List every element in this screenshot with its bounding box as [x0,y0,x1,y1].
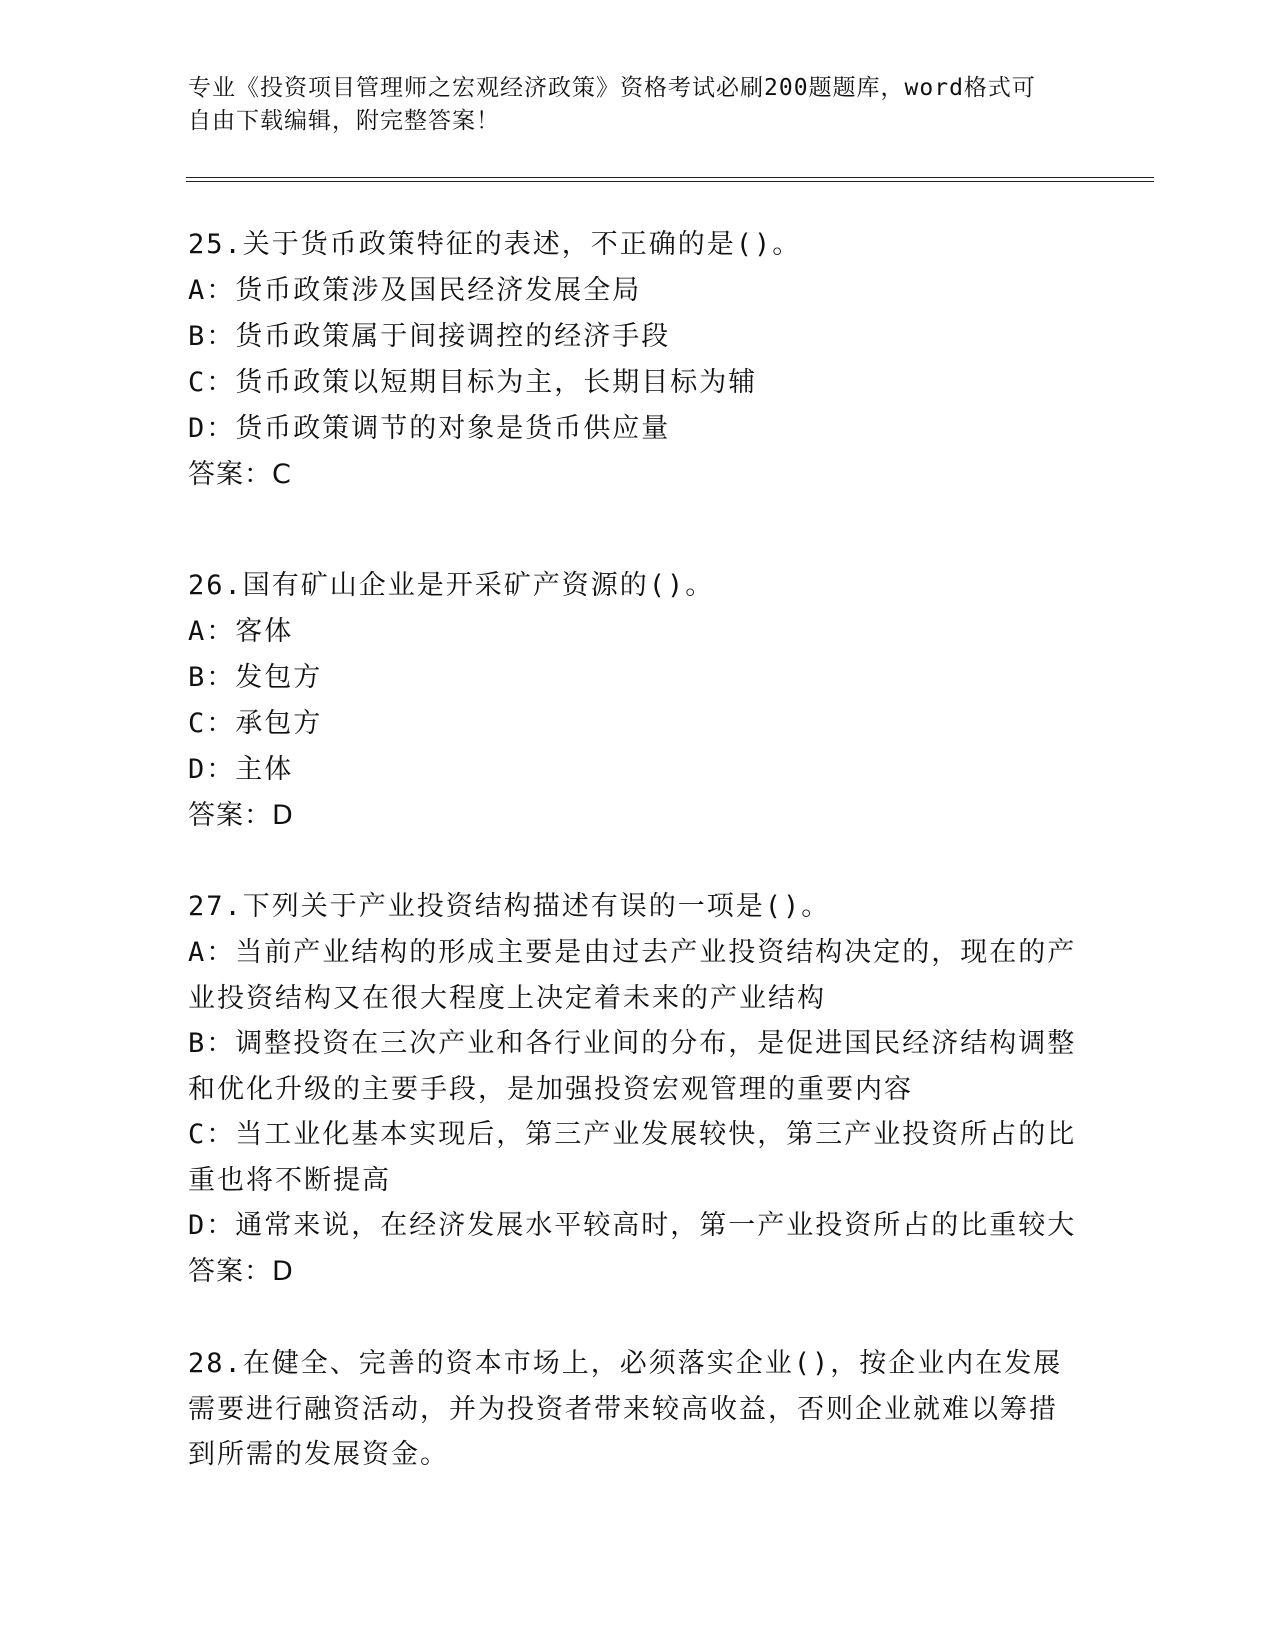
answer: 答案：C [188,459,292,490]
question-stem: 28.在健全、完善的资本市场上，必须落实企业()，按企业内在发展需要进行融资活动，并为投资者带来较高收益，否则企业就难以筹措到所需的发展资金。 [188,1348,1063,1470]
option-c: C：当工业化基本实现后，第三产业发展较快，第三产业投资所占的比重也将不断提高 [188,1119,1077,1196]
question-27 [188,884,1078,1295]
header-divider [186,177,1154,182]
option-c: C：承包方 [188,708,323,739]
option-a: A：当前产业结构的形成主要是由过去产业投资结构决定的，现在的产业投资结构又在很大程度上决定着未来的产业结构 [188,937,1077,1014]
question-stem: 26.国有矿山企业是开采矿产资源的()。 [188,570,715,601]
option-a: A：货币政策涉及国民经济发展全局 [188,275,642,306]
option-d: D：通常来说，在经济发展水平较高时，第一产业投资所占的比重较大 [188,1210,1077,1241]
question-28 [188,1341,1078,1478]
option-c: C：货币政策以短期目标为主，长期目标为辅 [188,367,758,398]
option-a: A：客体 [188,616,294,647]
option-d: D：货币政策调节的对象是货币供应量 [188,413,671,444]
document-header [188,72,1068,138]
option-b: B：发包方 [188,662,323,693]
question-26 [188,563,1078,839]
question-stem: 27.下列关于产业投资结构描述有误的一项是()。 [188,891,831,922]
option-b: B：货币政策属于间接调控的经济手段 [188,321,671,352]
answer: 答案：D [188,1256,294,1287]
header-line-2: 自由下载编辑，附完整答案！ [188,108,500,134]
question-25 [188,222,1078,498]
question-stem: 25.关于货币政策特征的表述，不正确的是()。 [188,229,802,260]
header-line-1: 专业《投资项目管理师之宏观经济政策》资格考试必刷200题题库，word格式可 [188,75,1036,101]
option-d: D：主体 [188,754,294,785]
option-b: B：调整投资在三次产业和各行业间的分布，是促进国民经济结构调整和优化升级的主要手段，是加强投资宏观管理的重要内容 [188,1028,1077,1105]
answer: 答案：D [188,800,294,831]
